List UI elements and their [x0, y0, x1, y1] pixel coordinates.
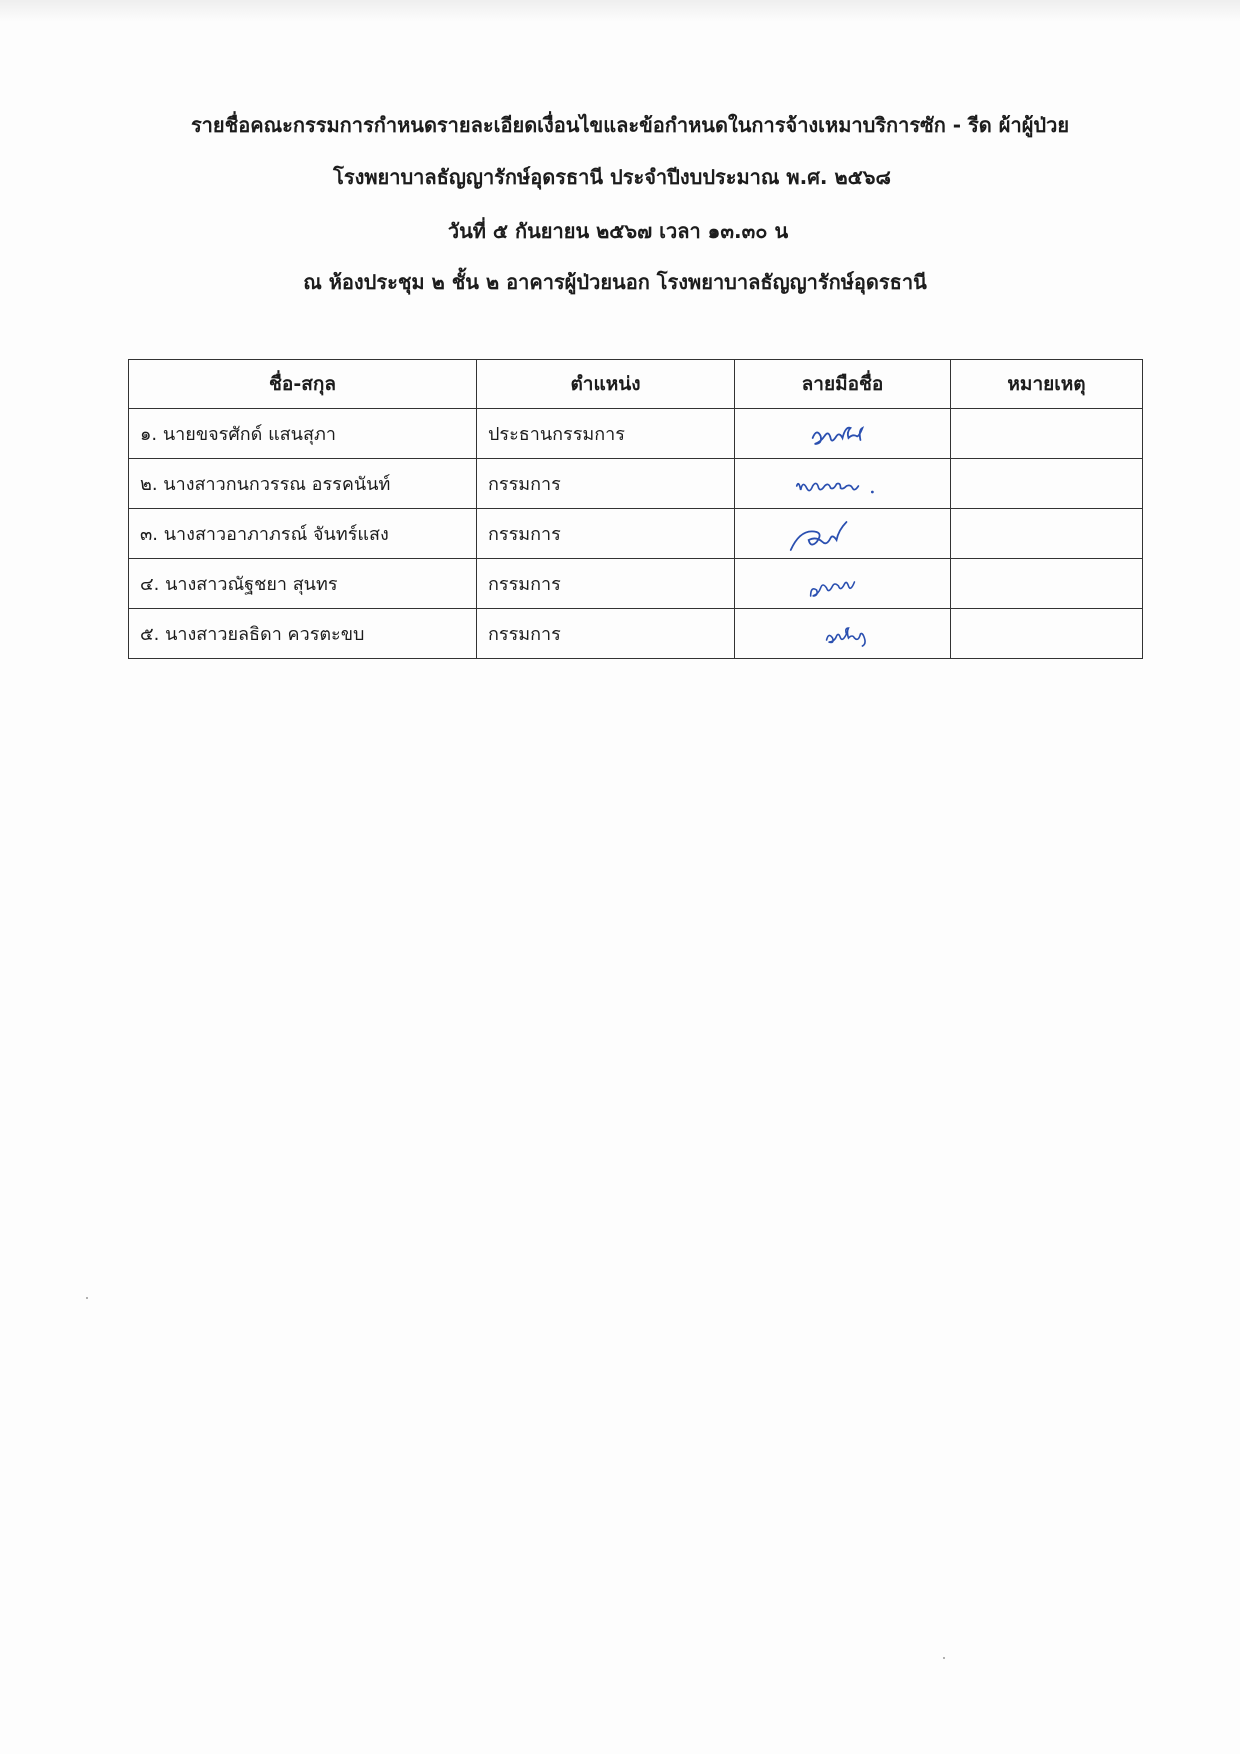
handwritten-signature	[735, 560, 950, 608]
handwritten-signature	[735, 460, 950, 508]
table-row	[129, 509, 1143, 559]
title-line-2: โรงพยาบาลธัญญารักษ์อุดรธานี ประจำปีงบประมาณ พ.ศ. ๒๕๖๘	[333, 165, 891, 189]
member-name: ๔. นางสาวณัฐชยา สุนทร	[129, 559, 477, 609]
handwritten-signature	[735, 510, 950, 558]
header-note: หมายเหตุ	[951, 360, 1143, 409]
scan-shadow	[0, 0, 1240, 22]
member-note	[951, 459, 1143, 509]
table-header-row	[129, 360, 1143, 409]
handwritten-signature	[735, 610, 950, 658]
table-row	[129, 559, 1143, 609]
meeting-location-line: ณ ห้องประชุม ๒ ชั้น ๒ อาคารผู้ป่วยนอก โรงพยาบาลธัญญารักษ์อุดรธานี	[303, 270, 927, 294]
member-position: กรรมการ	[477, 459, 735, 509]
header-name: ชื่อ-สกุล	[129, 360, 477, 409]
member-note	[951, 509, 1143, 559]
signature-cell	[735, 459, 951, 509]
member-name: ๒. นางสาวกนกวรรณ อรรคนันท์	[129, 459, 477, 509]
title-line-1: รายชื่อคณะกรรมการกำหนดรายละเอียดเงื่อนไขและข้อกำหนดในการจ้างเหมาบริการซัก - รีด ผ้าผู้ป่วย	[190, 113, 1070, 137]
member-position: กรรมการ	[477, 509, 735, 559]
member-note	[951, 409, 1143, 459]
signature-cell	[735, 409, 951, 459]
table-row	[129, 459, 1143, 509]
signature-cell	[735, 609, 951, 659]
scan-speck	[86, 1297, 88, 1299]
member-name: ๑. นายขจรศักด์ แสนสุภา	[129, 409, 477, 459]
member-position: กรรมการ	[477, 559, 735, 609]
header-signature: ลายมือชื่อ	[735, 360, 951, 409]
scan-speck	[943, 1657, 945, 1659]
member-position: ประธานกรรมการ	[477, 409, 735, 459]
member-name: ๓. นางสาวอาภาภรณ์ จันทร์แสง	[129, 509, 477, 559]
table-row	[129, 609, 1143, 659]
member-position: กรรมการ	[477, 609, 735, 659]
meeting-date-line: วันที่ ๕ กันยายน ๒๕๖๗ เวลา ๑๓.๓๐ น	[447, 219, 789, 243]
signature-cell	[735, 559, 951, 609]
handwritten-signature	[735, 410, 950, 458]
member-note	[951, 609, 1143, 659]
member-note	[951, 559, 1143, 609]
signature-cell	[735, 509, 951, 559]
member-name: ๕. นางสาวยลธิดา ควรตะขบ	[129, 609, 477, 659]
header-position: ตำแหน่ง	[477, 360, 735, 409]
committee-table	[128, 359, 1143, 659]
table-row	[129, 409, 1143, 459]
